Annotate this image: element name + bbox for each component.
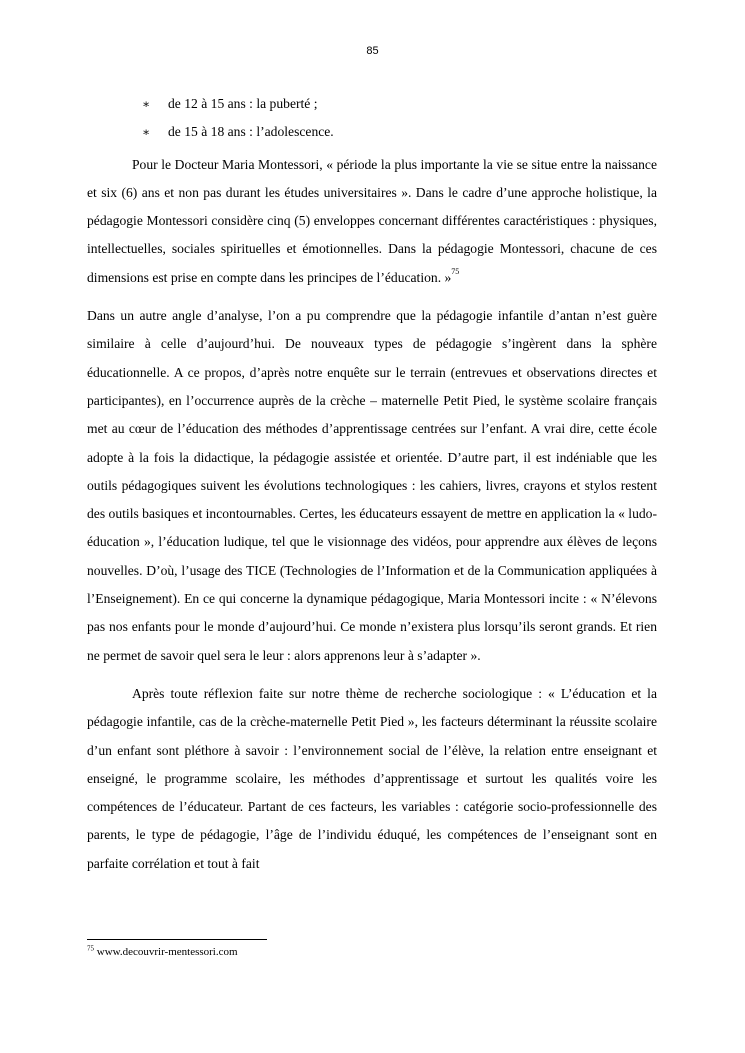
footnote (87, 946, 238, 958)
page-body (87, 90, 657, 878)
paragraph-montessori-quote (87, 151, 657, 292)
list-item-text: de 12 à 15 ans : la puberté ; (168, 96, 318, 111)
asterisk-bullet-icon: ∗ (142, 97, 151, 111)
paragraph-analysis (87, 302, 657, 670)
paragraph-text: Dans un autre angle d’analyse, l’on a pu comprendre que la pédagogie infantile d’antan n’est guère similaire à celle d’aujourd’hui. De nouveaux types de pédagogie s’ingèrent dans la sphère éducationnelle. A ce propos, d’après notre enquête sur le terrain (entrevues et observations directes et participantes), en l’occurrence auprès de la crèche – maternelle Petit Pied, le système scolaire français met au cœur de l’éducation des méthodes d’apprentissage centrées sur l’enfant. A vrai dire, cette école adopte à la fois la didactique, la pédagogie assistée et orientée. D’autre part, il est indéniable que les outils pédagogiques suivent les évolutions technologiques : les cahiers, livres, crayons et stylos restent des outils basiques et incontournables. Certes, les éducateurs essayent de mettre en application la « ludo-éducation », l’éducation ludique, tel que le visionnage des vidéos, pour apprendre aux élèves de leçons nouvelles. D’où, l’usage des TICE (Technologies de l’Information et de la Communication appliquées à l’Enseignement). En ce qui concerne la dynamique pédagogique, Maria Montessori incite : « N’élevons pas nos enfants pour le monde d’aujourd’hui. Ce monde n’existera plus lorsqu’ils seront grands. Et rien ne permet de savoir quel sera le leur : alors apprenons leur à s’adapter ». (87, 308, 657, 663)
paragraph-text: Pour le Docteur Maria Montessori, « période la plus importante la vie se situe entre la naissance et six (6) ans et non pas durant les études universitaires ». Dans le cadre d’une approche holistique, la pédagogie Montessori considère cinq (5) enveloppes concernant différentes caractéristiques : physiques, intellectuelles, sociales spirituelles et émotionnelles. Dans la pédagogie Montessori, chacune de ces dimensions est prise en compte dans les principes de l’éducation. » (87, 156, 657, 285)
paragraph-text: Après toute réflexion faite sur notre thème de recherche sociologique : « L’éducation et la pédagogie infantile, cas de la crèche-maternelle Petit Pied », les facteurs déterminant la réussite scolaire d’un enfant sont pléthore à savoir : l’environnement social de l’élève, la relation entre enseignant et enseigné, le programme scolaire, les méthodes d’apprentissage et surtout les qualités voire les compétences de l’éducateur. Partant de ces facteurs, les variables : catégorie socio-professionnelle des parents, le type de pédagogie, l’âge de l’individu éduqué, les compétences de l’enseignant sont en parfaite corrélation et tout à fait (87, 685, 657, 871)
list-item (87, 90, 657, 118)
asterisk-bullet-icon: ∗ (142, 125, 151, 140)
page-number: 85 (366, 45, 379, 57)
list-item-text: de 15 à 18 ans : l’adolescence. (168, 124, 334, 140)
footnote-reference: 75 (451, 267, 460, 277)
list-item (87, 118, 657, 146)
footnote-text: www.decouvrir-mentessori.com (96, 946, 238, 958)
footnote-divider (87, 939, 267, 940)
age-stage-list (87, 90, 657, 147)
footnote-number: 75 (87, 944, 94, 953)
paragraph-reflection (87, 680, 657, 878)
